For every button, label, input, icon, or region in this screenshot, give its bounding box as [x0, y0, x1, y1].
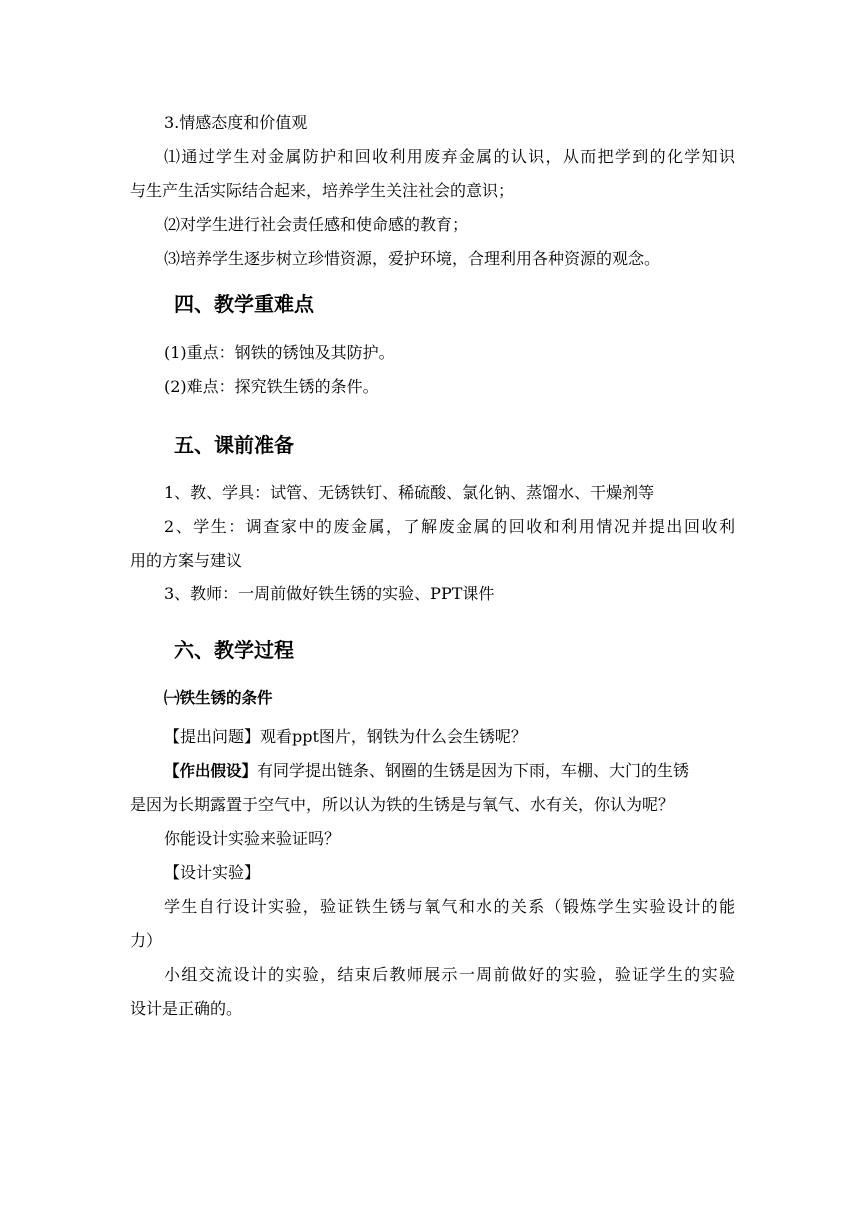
- section5-item1: 1、教、学具：试管、无锈铁钉、稀硫酸、氯化钠、蒸馏水、干燥剂等: [164, 483, 655, 502]
- ask-question-text: 观看ppt图片，钢铁为什么会生锈呢？: [260, 727, 527, 746]
- ask-question-label: 【提出问题】: [164, 727, 261, 746]
- section6-subheading: ㈠铁生锈的条件: [164, 689, 273, 707]
- hypothesis-line2: 是因为长期露置于空气中，所以认为铁的生锈是与氧气、水有关，你认为呢？: [130, 795, 675, 814]
- design-label: 【设计实验】: [164, 863, 261, 882]
- hypothesis-line1: [164, 761, 735, 781]
- section4-point2: (2)难点：探究铁生锈的条件。: [164, 377, 379, 396]
- hypothesis-text-line1: 有同学提出链条、钢圈的生锈是因为下雨，车棚、大门的生锈: [257, 761, 690, 780]
- section5-item2-line2: 用的方案与建议: [130, 551, 243, 570]
- group-text-line1: 小组交流设计的实验，结束后教师展示一周前做好的实验，验证学生的实验: [164, 965, 735, 984]
- section3-item1-line2: 与生产生活实际结合起来，培养学生关注社会的意识；: [130, 181, 515, 200]
- group-text-line2: 设计是正确的。: [130, 999, 243, 1018]
- ask-question-line: [164, 727, 735, 747]
- section4-point1: (1)重点：钢铁的锈蚀及其防护。: [164, 343, 395, 362]
- section3-title: 3.情感态度和价值观: [164, 113, 308, 132]
- section5-heading: 五、课前准备: [174, 433, 294, 457]
- design-question: 你能设计实验来验证吗？: [164, 829, 341, 848]
- section3-item1-line1: ⑴通过学生对金属防护和回收利用废弃金属的认识，从而把学到的化学知识: [164, 147, 735, 166]
- section3-item3: ⑶培养学生逐步树立珍惜资源，爱护环境，合理利用各种资源的观念。: [164, 249, 661, 268]
- design-text-line2: 力）: [130, 931, 163, 950]
- section3-item2: ⑵对学生进行社会责任感和使命感的教育；: [164, 215, 469, 234]
- section6-heading: 六、教学过程: [174, 638, 294, 662]
- section4-heading: 四、教学重难点: [174, 292, 314, 316]
- section5-item3: 3、教师：一周前做好铁生锈的实验、PPT课件: [164, 584, 495, 603]
- section5-item2-line1: 2、学生：调查家中的废金属，了解废金属的回收和利用情况并提出回收利: [164, 517, 735, 536]
- hypothesis-label: 【作出假设】: [164, 762, 258, 780]
- design-text-line1: 学生自行设计实验，验证铁生锈与氧气和水的关系（锻炼学生实验设计的能: [164, 897, 735, 916]
